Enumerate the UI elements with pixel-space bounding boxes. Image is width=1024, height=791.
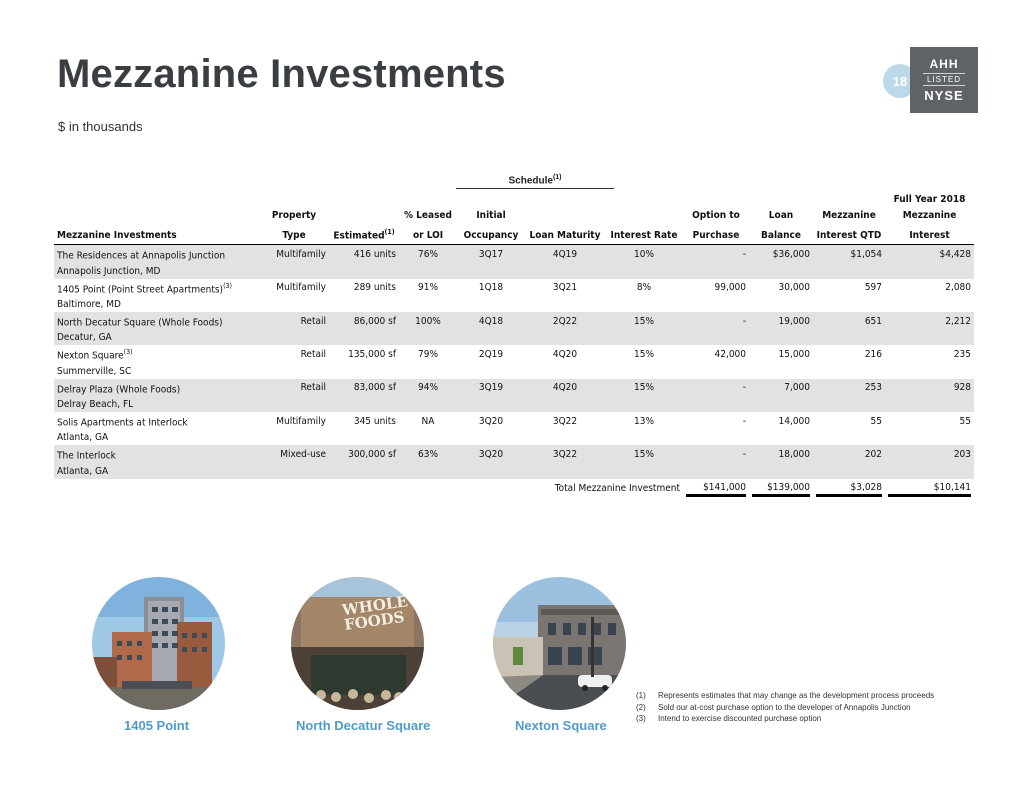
percent-leased: 100% bbox=[399, 312, 457, 330]
initial-occupancy: 3Q17 bbox=[457, 245, 525, 264]
loan-maturity: 3Q21 bbox=[552, 282, 578, 294]
table-row-location bbox=[54, 397, 974, 412]
header-maturity: Loan Maturity bbox=[525, 224, 605, 245]
header-estimated-label: Estimated bbox=[333, 230, 385, 242]
property-type: Retail bbox=[259, 379, 329, 397]
total-row bbox=[54, 479, 974, 496]
mezzanine-investments-table bbox=[54, 192, 974, 496]
property-type: Multifamily bbox=[259, 245, 329, 264]
schedule-label: Schedule bbox=[508, 175, 553, 187]
initial-occupancy: 3Q20 bbox=[478, 415, 504, 427]
units-subtitle: $ in thousands bbox=[58, 119, 143, 134]
property-location: Atlanta, GA bbox=[54, 464, 259, 479]
total-balance-value: $139,000 bbox=[752, 481, 810, 495]
property-name-text: Delray Plaza (Whole Foods) bbox=[57, 383, 181, 395]
full-year-interest: 2,212 bbox=[885, 312, 974, 330]
initial-occupancy: 1Q18 bbox=[478, 282, 504, 294]
interest-rate: 15% bbox=[605, 379, 683, 397]
total-fy bbox=[885, 479, 974, 496]
full-year-interest: 203 bbox=[885, 445, 974, 463]
footnote-1-number: (1) bbox=[636, 691, 646, 700]
property-name-text: Nexton Square bbox=[57, 350, 124, 362]
property-name bbox=[54, 279, 259, 297]
table-row-location bbox=[54, 464, 974, 479]
footnote-2 bbox=[636, 702, 934, 714]
initial-occupancy: 3Q19 bbox=[457, 379, 525, 397]
header-option-1: Option to bbox=[692, 210, 740, 221]
page-number: 18 bbox=[892, 73, 908, 89]
option-to-purchase: - bbox=[683, 379, 749, 397]
total-option bbox=[683, 479, 749, 496]
estimated-size: 300,000 sf bbox=[329, 445, 399, 463]
table-row bbox=[54, 245, 974, 264]
interest-qtd: 202 bbox=[813, 445, 885, 463]
property-name bbox=[54, 445, 259, 463]
percent-leased: 63% bbox=[399, 445, 457, 463]
loan-balance: 7,000 bbox=[749, 379, 813, 397]
percent-leased: NA bbox=[421, 415, 435, 427]
photo-1405-point bbox=[92, 577, 225, 710]
property-location: Delray Beach, FL bbox=[54, 397, 259, 412]
table-row bbox=[54, 312, 974, 330]
property-location: Atlanta, GA bbox=[57, 432, 109, 444]
loan-maturity: 4Q20 bbox=[552, 348, 578, 360]
footnotes bbox=[636, 690, 934, 725]
schedule-footnote-ref: (1) bbox=[552, 174, 562, 181]
property-name-text: The Interlock bbox=[57, 450, 116, 462]
total-qtd-value: $3,028 bbox=[816, 481, 882, 495]
property-name bbox=[54, 412, 259, 430]
interest-qtd: 597 bbox=[864, 282, 882, 294]
header-fy-1: Full Year 2018 bbox=[893, 194, 966, 205]
header-occ-2: Occupancy bbox=[457, 224, 525, 245]
loan-maturity: 4Q19 bbox=[525, 245, 605, 264]
footnote-1-text: Represents estimates that may change as the development process proceeds bbox=[658, 691, 935, 700]
option-to-purchase: 42,000 bbox=[714, 348, 746, 360]
caption-1405-point: 1405 Point bbox=[124, 718, 190, 733]
property-name bbox=[54, 245, 259, 264]
interest-qtd: $1,054 bbox=[813, 245, 885, 264]
logo-line-3: NYSE bbox=[924, 88, 964, 103]
loan-balance: 18,000 bbox=[749, 445, 813, 463]
table-row bbox=[54, 379, 974, 397]
percent-leased: 94% bbox=[399, 379, 457, 397]
property-type: Mixed-use bbox=[259, 445, 329, 463]
footnote-2-text: Sold our at-cost purchase option to the developer of Annapolis Junction bbox=[658, 702, 911, 712]
estimated-size: 345 units bbox=[353, 415, 396, 427]
header-occ-1: Initial bbox=[476, 210, 506, 221]
property-name-text: 1405 Point (Point Street Apartments) bbox=[57, 283, 224, 295]
interest-rate: 8% bbox=[636, 282, 652, 294]
loan-balance: 30,000 bbox=[778, 282, 810, 294]
interest-rate: 15% bbox=[605, 445, 683, 463]
apartment-building-image bbox=[92, 577, 225, 710]
property-type: Retail bbox=[300, 348, 326, 360]
schedule-group-header bbox=[456, 174, 614, 189]
loan-maturity: 3Q22 bbox=[525, 445, 605, 463]
percent-leased: 91% bbox=[418, 282, 438, 294]
total-label: Total Mezzanine Investment bbox=[554, 482, 680, 494]
estimated-size: 83,000 sf bbox=[329, 379, 399, 397]
property-location: Baltimore, MD bbox=[57, 298, 121, 310]
loan-balance: 19,000 bbox=[749, 312, 813, 330]
table-row-location bbox=[54, 297, 974, 312]
initial-occupancy: 3Q20 bbox=[457, 445, 525, 463]
estimated-size: 86,000 sf bbox=[329, 312, 399, 330]
interest-rate: 15% bbox=[634, 348, 654, 360]
header-balance-1: Loan bbox=[768, 210, 794, 221]
property-type: Retail bbox=[259, 312, 329, 330]
photo-north-decatur-square bbox=[291, 577, 424, 710]
header-fy-3: Interest bbox=[885, 224, 974, 245]
property-name bbox=[54, 379, 259, 397]
table-row bbox=[54, 412, 974, 430]
property-type: Multifamily bbox=[276, 415, 326, 427]
loan-balance: 15,000 bbox=[778, 348, 810, 360]
table-row bbox=[54, 279, 974, 297]
header-rate: Interest Rate bbox=[605, 224, 683, 245]
ahh-nyse-logo bbox=[910, 47, 978, 113]
table-row bbox=[54, 445, 974, 463]
option-to-purchase: - bbox=[683, 445, 749, 463]
property-type: Multifamily bbox=[276, 282, 326, 294]
full-year-interest: 928 bbox=[885, 379, 974, 397]
whole-foods-sign: WHOLE FOODS bbox=[340, 592, 409, 635]
header-qtd-2: Interest QTD bbox=[813, 224, 885, 245]
full-year-interest: $4,428 bbox=[885, 245, 974, 264]
header-estimated-footnote: (1) bbox=[384, 228, 395, 236]
estimated-size: 135,000 sf bbox=[348, 348, 396, 360]
loan-maturity: 2Q22 bbox=[525, 312, 605, 330]
footnote-3-number: (3) bbox=[636, 714, 646, 723]
full-year-interest: 2,080 bbox=[945, 282, 971, 294]
full-year-interest: 55 bbox=[959, 415, 971, 427]
interest-rate: 13% bbox=[634, 415, 654, 427]
property-name bbox=[54, 345, 259, 363]
loan-maturity: 4Q20 bbox=[525, 379, 605, 397]
header-name: Mezzanine Investments bbox=[54, 224, 259, 245]
loan-balance: 14,000 bbox=[778, 415, 810, 427]
table-row-location bbox=[54, 330, 974, 345]
total-option-value: $141,000 bbox=[686, 481, 746, 495]
interest-qtd: 253 bbox=[813, 379, 885, 397]
logo-line-1: AHH bbox=[929, 57, 959, 71]
nexton-streetscape-image bbox=[493, 577, 626, 710]
option-to-purchase: - bbox=[742, 415, 746, 427]
table-row-location bbox=[54, 430, 974, 445]
initial-occupancy: 2Q19 bbox=[478, 348, 504, 360]
header-balance-2: Balance bbox=[749, 224, 813, 245]
interest-qtd: 216 bbox=[864, 348, 882, 360]
footnote-3-text: Intend to exercise discounted purchase option bbox=[658, 714, 822, 723]
footnote-3 bbox=[636, 713, 934, 725]
header-row-2 bbox=[54, 208, 974, 224]
property-name-text: Solis Apartments at Interlock bbox=[57, 417, 188, 429]
percent-leased: 79% bbox=[418, 348, 438, 360]
table-row-location bbox=[54, 364, 974, 379]
caption-nexton-square: Nexton Square bbox=[515, 718, 607, 733]
percent-leased: 76% bbox=[399, 245, 457, 264]
page-title: Mezzanine Investments bbox=[57, 52, 506, 96]
footnote-1 bbox=[636, 690, 934, 702]
option-to-purchase: 99,000 bbox=[714, 282, 746, 294]
initial-occupancy: 4Q18 bbox=[457, 312, 525, 330]
header-estimated bbox=[329, 224, 399, 245]
interest-qtd: 651 bbox=[813, 312, 885, 330]
footnote-2-number: (2) bbox=[636, 702, 646, 712]
option-to-purchase: - bbox=[683, 312, 749, 330]
interest-rate: 15% bbox=[605, 312, 683, 330]
total-balance bbox=[749, 479, 813, 496]
option-to-purchase: - bbox=[683, 245, 749, 264]
loan-maturity: 3Q22 bbox=[552, 415, 578, 427]
caption-north-decatur-square: North Decatur Square bbox=[296, 718, 431, 733]
header-row-3 bbox=[54, 224, 974, 245]
header-type-1: Property bbox=[271, 210, 317, 221]
property-location: Annapolis Junction, MD bbox=[54, 264, 259, 279]
header-type-2: Type bbox=[259, 224, 329, 245]
header-row-1 bbox=[54, 192, 974, 208]
property-name-text: North Decatur Square (Whole Foods) bbox=[57, 317, 223, 329]
full-year-interest: 235 bbox=[953, 348, 971, 360]
property-footnote-ref: (3) bbox=[223, 281, 232, 290]
property-location: Summerville, SC bbox=[57, 365, 132, 377]
property-location: Decatur, GA bbox=[54, 330, 259, 345]
header-qtd-1: Mezzanine bbox=[822, 210, 876, 221]
property-footnote-ref: (3) bbox=[123, 348, 133, 357]
header-leased-1: % Leased bbox=[404, 210, 452, 221]
loan-balance: $36,000 bbox=[749, 245, 813, 264]
header-fy-2: Mezzanine bbox=[902, 210, 957, 221]
estimated-size: 416 units bbox=[329, 245, 399, 264]
header-leased-2: or LOI bbox=[399, 224, 457, 245]
total-qtd bbox=[813, 479, 885, 496]
interest-qtd: 55 bbox=[870, 415, 882, 427]
estimated-size: 289 units bbox=[353, 282, 396, 294]
table-row-location bbox=[54, 264, 974, 279]
property-name-text: The Residences at Annapolis Junction bbox=[57, 250, 226, 262]
header-option-2: Purchase bbox=[683, 224, 749, 245]
total-fy-value: $10,141 bbox=[888, 481, 971, 495]
logo-line-2: LISTED bbox=[923, 73, 965, 86]
photo-nexton-square bbox=[493, 577, 626, 710]
property-name bbox=[54, 312, 259, 330]
interest-rate: 10% bbox=[605, 245, 683, 264]
table-body bbox=[54, 245, 974, 496]
table-row bbox=[54, 345, 974, 363]
